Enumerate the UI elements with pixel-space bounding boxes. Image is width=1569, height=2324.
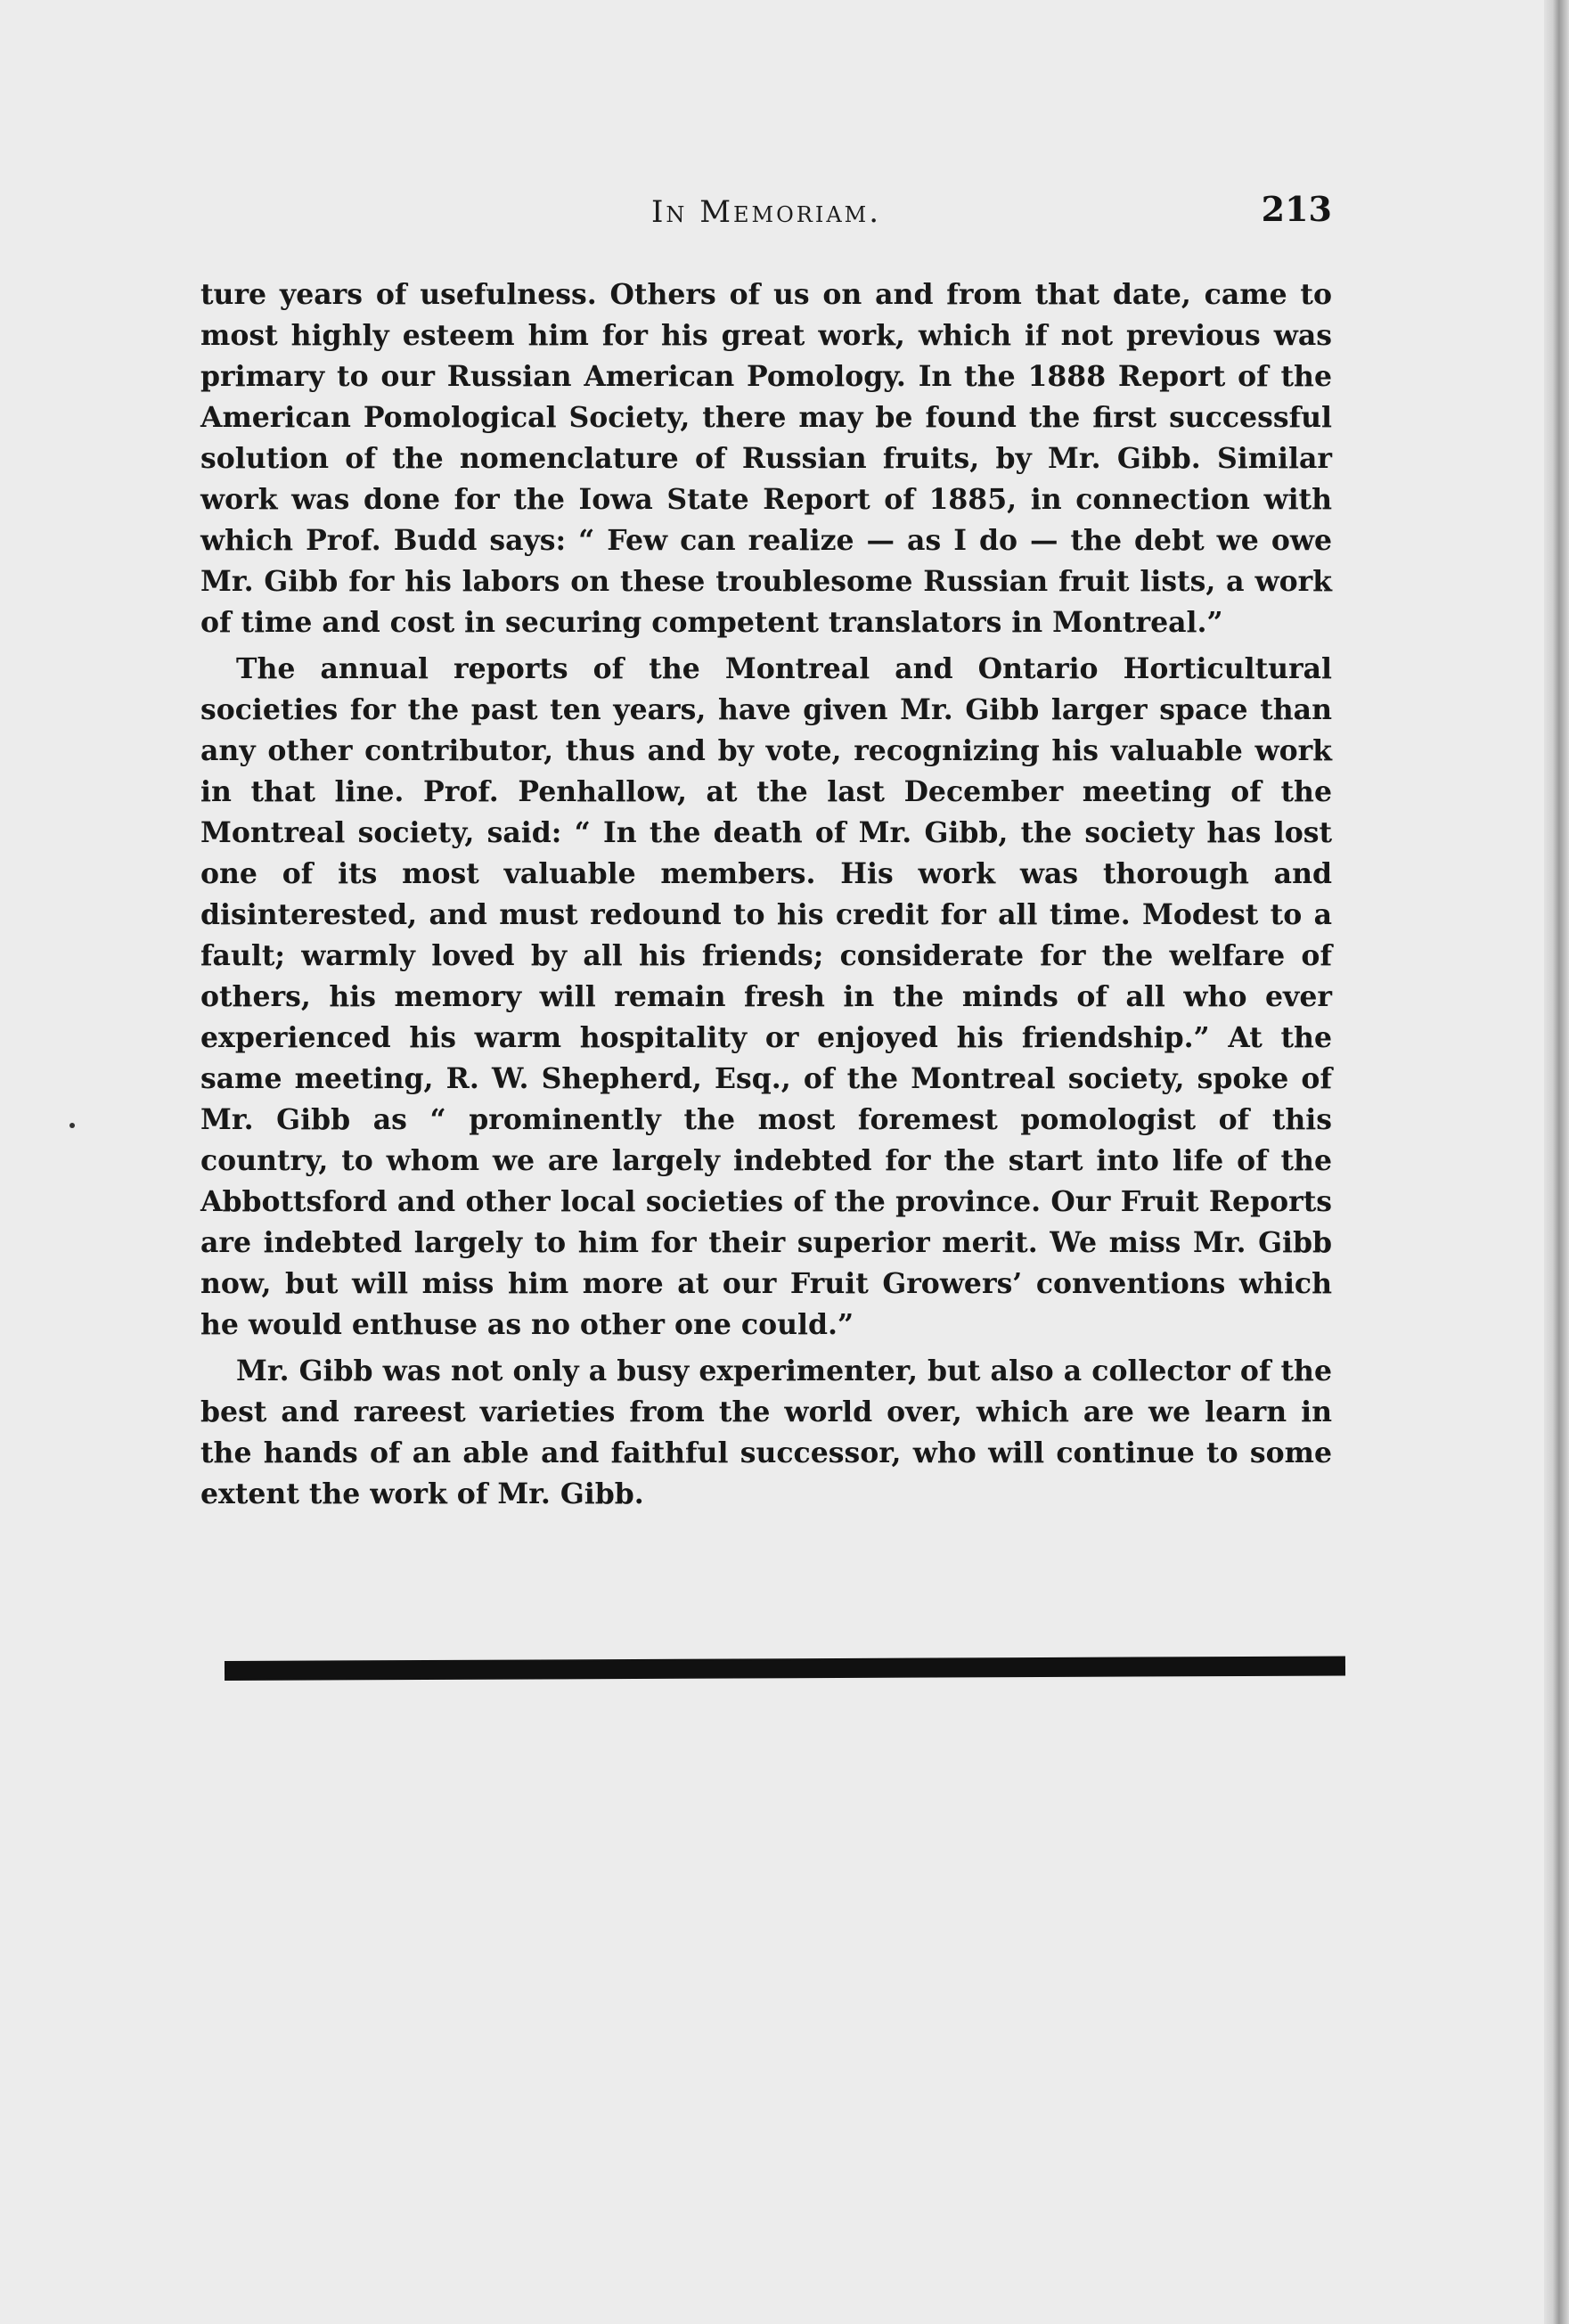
end-rule bbox=[225, 1657, 1345, 1681]
paragraph-1: ture years of usefulness. Others of us on and from that date, came to most highly esteem him for his great work, which if not previous was primary to our Russian American Pomology. In the 1888 Report of the American Pomological Society, there may be found the first successful solution of the nomenclature of Russian fruits, by Mr. Gibb. Similar work was done for the Iowa State Report of 1885, in connection with which Prof. Budd says: “ Few can realize — as I do — the debt we owe Mr. Gibb for his labors on these troublesome Russian fruit lists, a work of time and cost in securing competent translators in Montreal.” bbox=[200, 278, 1332, 639]
page-header bbox=[200, 189, 1332, 242]
page-edge-shadow bbox=[1544, 0, 1569, 2324]
paragraph-3: Mr. Gibb was not only a busy experimenter, but also a collector of the best and rareest varieties from the world over, which are we learn in the hands of an able and faithful successor, who will continue to some extent the work of Mr. Gibb. bbox=[200, 1354, 1332, 1510]
page-number: 213 bbox=[1261, 189, 1332, 229]
running-head: In Memoriam. bbox=[650, 194, 882, 230]
paragraph-2: The annual reports of the Montreal and Ontario Horticultural societies for the past ten years, have given Mr. Gibb larger space than any other contributor, thus and by vote, recognizing his valuable work in that line. Prof. Penhallow, at the last December meeting of the Montreal society, said: “ In the death of Mr. Gibb, the society has lost one of its most valuable members. His work was thorough and disinterested, and must redound to his credit for all time. Modest to a fault; warmly loved by all his friends; considerate for the welfare of others, his memory will remain fresh in the minds of all who ever experienced his warm hospitality or enjoyed his friendship.” At the same meeting, R. W. Shepherd, Esq., of the Montreal society, spoke of Mr. Gibb as “ prominently the most foremest pomologist of this country, to whom we are largely indebted for the start into life of the Abbottsford and other local societies of the province. Our Fruit Reports are indebted largely to him for their superior merit. We miss Mr. Gibb now, but will miss him more at our Fruit Growers’ conventions which he would enthuse as no other one could.” bbox=[200, 652, 1332, 1341]
print-speck bbox=[69, 1123, 75, 1128]
body-text bbox=[200, 274, 1332, 1520]
